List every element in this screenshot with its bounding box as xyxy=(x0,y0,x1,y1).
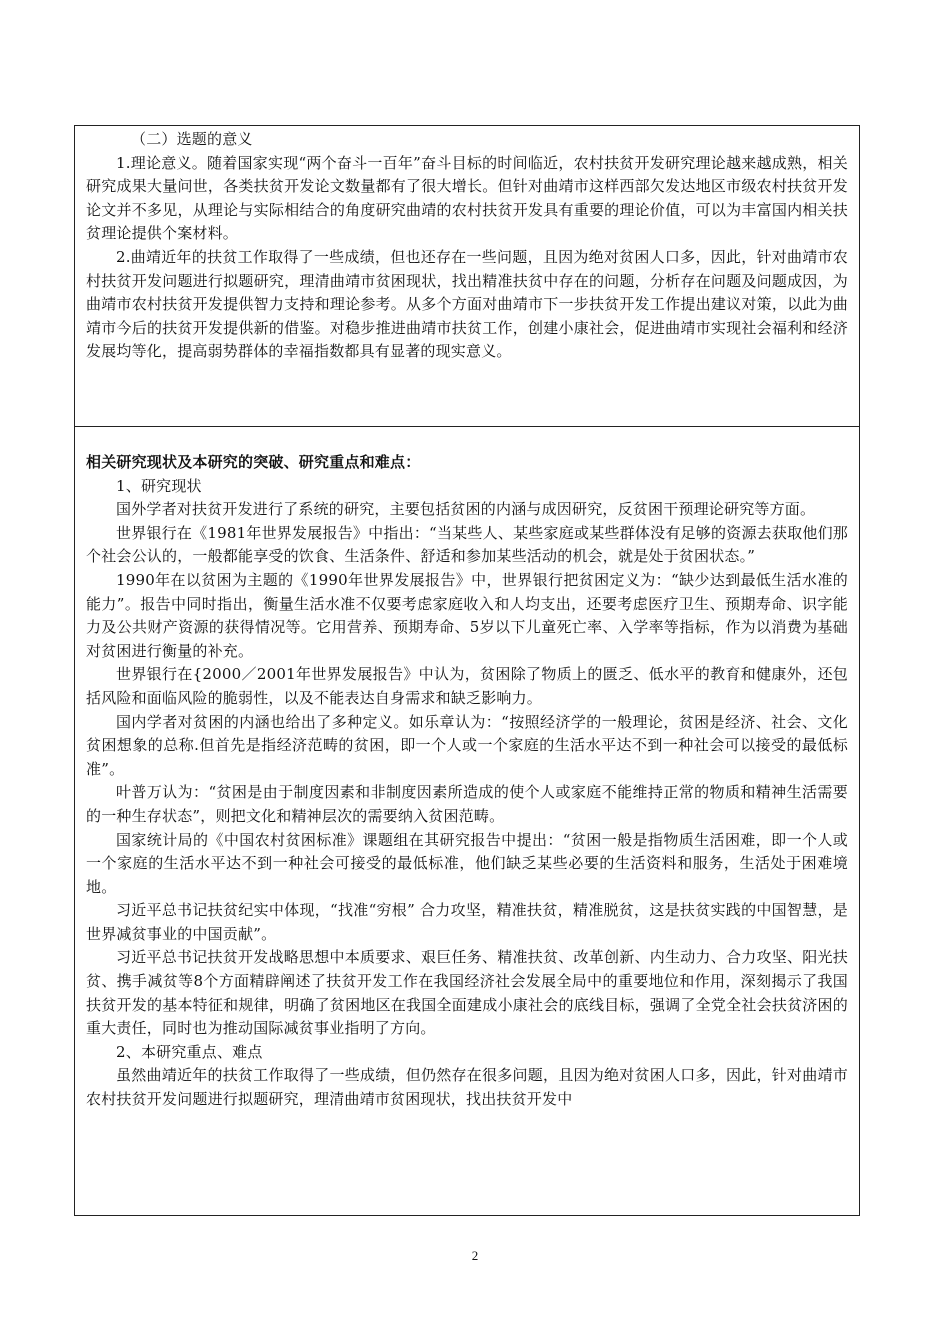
paragraph-practice: 2.曲靖近年的扶贫工作取得了一些成绩，但也还存在一些问题，且因为绝对贫困人口多，因此，针对曲靖市农村扶贫开发问题进行拟题研究，理清曲靖市贫困现状，找出精准扶贫中存在的问题，分析存在问题及问题成因，为曲靖市农村扶贫开发提供智力支持和理论参考。从多个方面对曲靖市下一步扶贫开发工作提出建议对策，以此为曲靖市今后的扶贫开发提供新的借鉴。对稳步推进曲靖市扶贫工作，创建小康社会，促进曲靖市实现社会福利和经济发展均等化，提高弱势群体的幸福指数都具有显著的现实意义。 xyxy=(86,247,848,361)
page-number: 2 xyxy=(471,1248,479,1263)
paragraph: 世界银行在《1981年世界发展报告》中指出：“当某些人、某些家庭或某些群体没有足够的资源去获取他们那个社会公认的，一般都能享受的饮食、生活条件、舒适和参加某些活动的机会，就是处于贫困状态。” xyxy=(86,523,848,566)
paragraph: 世界银行在{2000／2001年世界发展报告》中认为，贫困除了物质上的匮乏、低水平的教育和健康外，还包括风险和面临风险的脆弱性，以及不能表达自身需求和缺乏影响力。 xyxy=(86,665,848,707)
paragraph: 1990年在以贫困为主题的《1990年世界发展报告》中，世界银行把贫困定义为：“缺少达到最低生活水准的能力”。报告中同时指出，衡量生活水准不仅要考虑家庭收入和人均支出，还要考虑医疗卫生、预期寿命、识字能力及公共财产资源的获得情况等。它用营养、预期寿命、5岁以下儿童死亡率、入学率等指标，作为以消费为基础对贫困进行衡量的补充。 xyxy=(86,570,848,660)
section-heading-research: 相关研究现状及本研究的突破、研究重点和难点： xyxy=(86,453,421,471)
significance-cell xyxy=(74,125,860,427)
paragraph: 国家统计局的《中国农村贫困标准》课题组在其研究报告中提出：“贫困一般是指物质生活困难，即一个人或一个家庭的生活水平达不到一种社会可接受的最低标准，他们缺乏某些必要的生活资料和服务，生活处于困难境地。 xyxy=(86,830,848,896)
paragraph: 习近平总书记扶贫开发战略思想中本质要求、艰巨任务、精准扶贫、改革创新、内生动力、合力攻坚、阳光扶贫、携手减贫等8个方面精辟阐述了扶贫开发工作在我国经济社会发展全局中的重要地位和作用，深刻揭示了我国扶贫开发的基本特征和规律，明确了贫困地区在我国全面建成小康社会的底线目标，强调了全党全社会扶贫济困的重大责任，同时也为推动国际减贫事业指明了方向。 xyxy=(86,948,848,1038)
section-heading-significance: （二）选题的意义 xyxy=(131,130,253,148)
paragraph: 国外学者对扶贫开发进行了系统的研究，主要包括贫困的内涵与成因研究，反贫困干预理论研究等方面。 xyxy=(116,500,816,519)
research-status-cell xyxy=(74,426,860,1216)
paragraph: 叶普万认为：“贫困是由于制度因素和非制度因素所造成的使个人或家庭不能维持正常的物质和精神生活需要的一种生存状态”，则把文化和精神层次的需要纳入贫困范畴。 xyxy=(86,783,848,825)
paragraph: 虽然曲靖近年的扶贫工作取得了一些成绩，但仍然存在很多问题，且因为绝对贫困人口多，因此，针对曲靖市农村扶贫开发问题进行拟题研究，理清曲靖市贫困现状，找出扶贫开发中 xyxy=(86,1066,848,1109)
paragraph: 国内学者对贫困的内涵也给出了多种定义。如乐章认为：“按照经济学的一般理论，贫困是经济、社会、文化贫困想象的总称.但首先是指经济范畴的贫困，即一个人或一个家庭的生活水平达不到一种社会可以接受的最低标准”。 xyxy=(86,712,848,778)
paragraph: 习近平总书记扶贫纪实中体现，“找准“穷根” 合力攻坚，精准扶贫，精准脱贫，这是扶贫实践的中国智慧，是世界减贫事业的中国贡献”。 xyxy=(86,901,848,943)
subheading-status: 1、研究现状 xyxy=(116,476,202,495)
subheading-focus: 2、本研究重点、难点 xyxy=(116,1042,263,1061)
paragraph-theory: 1.理论意义。随着国家实现“两个奋斗一百年”奋斗目标的时间临近，农村扶贫开发研究理论越来越成熟，相关研究成果大量问世，各类扶贫开发论文数量都有了很大增长。但针对曲靖市这样西部欠发达地区市级农村扶贫开发论文并不多见，从理论与实际相结合的角度研究曲靖的农村扶贫开发具有重要的理论价值，可以为丰富国内相关扶贫理论提供个案材料。 xyxy=(86,153,848,243)
